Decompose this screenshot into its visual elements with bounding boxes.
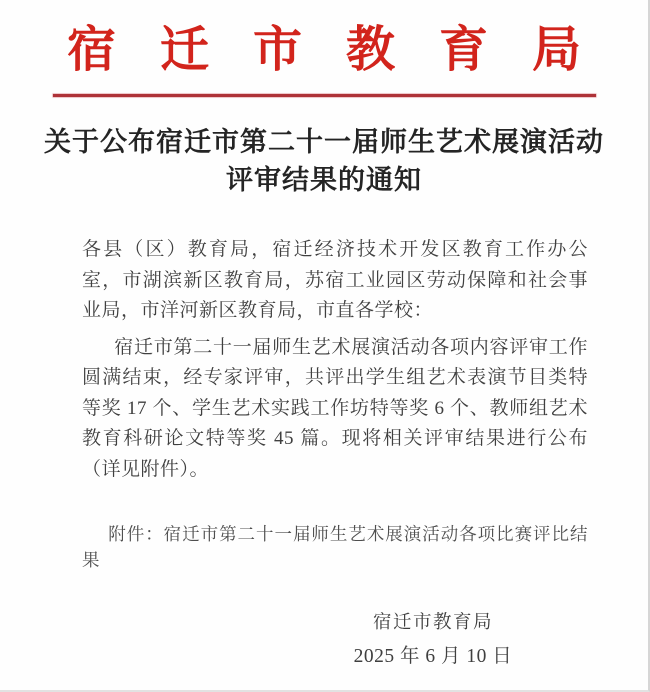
attachment-line: 附件：宿迁市第二十一届师生艺术展演活动各项比赛评比结果 bbox=[82, 524, 588, 570]
red-divider-line bbox=[53, 94, 596, 97]
issuing-agency: 宿迁市教育局 bbox=[372, 613, 493, 633]
letterhead bbox=[0, 0, 648, 97]
addressee-paragraph: 各县（区）教育局，宿迁经济技术开发区教育工作办公室，市湖滨新区教育局，苏宿工业园区劳动保障和社会事业局，市洋河新区教育局，市直各学校： bbox=[82, 239, 588, 321]
issue-date: 2025 年 6 月 10 日 bbox=[353, 646, 513, 667]
agency-name: 宿迁市教育局 bbox=[66, 22, 625, 77]
results-paragraph: 宿迁市第二十一届师生艺术展演活动各项内容评审工作圆满结束，经专家评审，共评出学生组艺术表演节目类特等奖 17 个、学生艺术实践工作坊特等奖 6 个、教师组艺术教育科研论文特等奖 45 篇。现将相关评审结果进行公布（详见附件）。 bbox=[82, 336, 588, 480]
document-title-line-1: 关于公布宿迁市第二十一届师生艺术展演活动 bbox=[44, 127, 604, 157]
document-title bbox=[0, 123, 648, 199]
signature-block bbox=[313, 610, 553, 672]
document-title-line-2: 评审结果的通知 bbox=[226, 165, 422, 195]
document-body bbox=[82, 235, 588, 573]
